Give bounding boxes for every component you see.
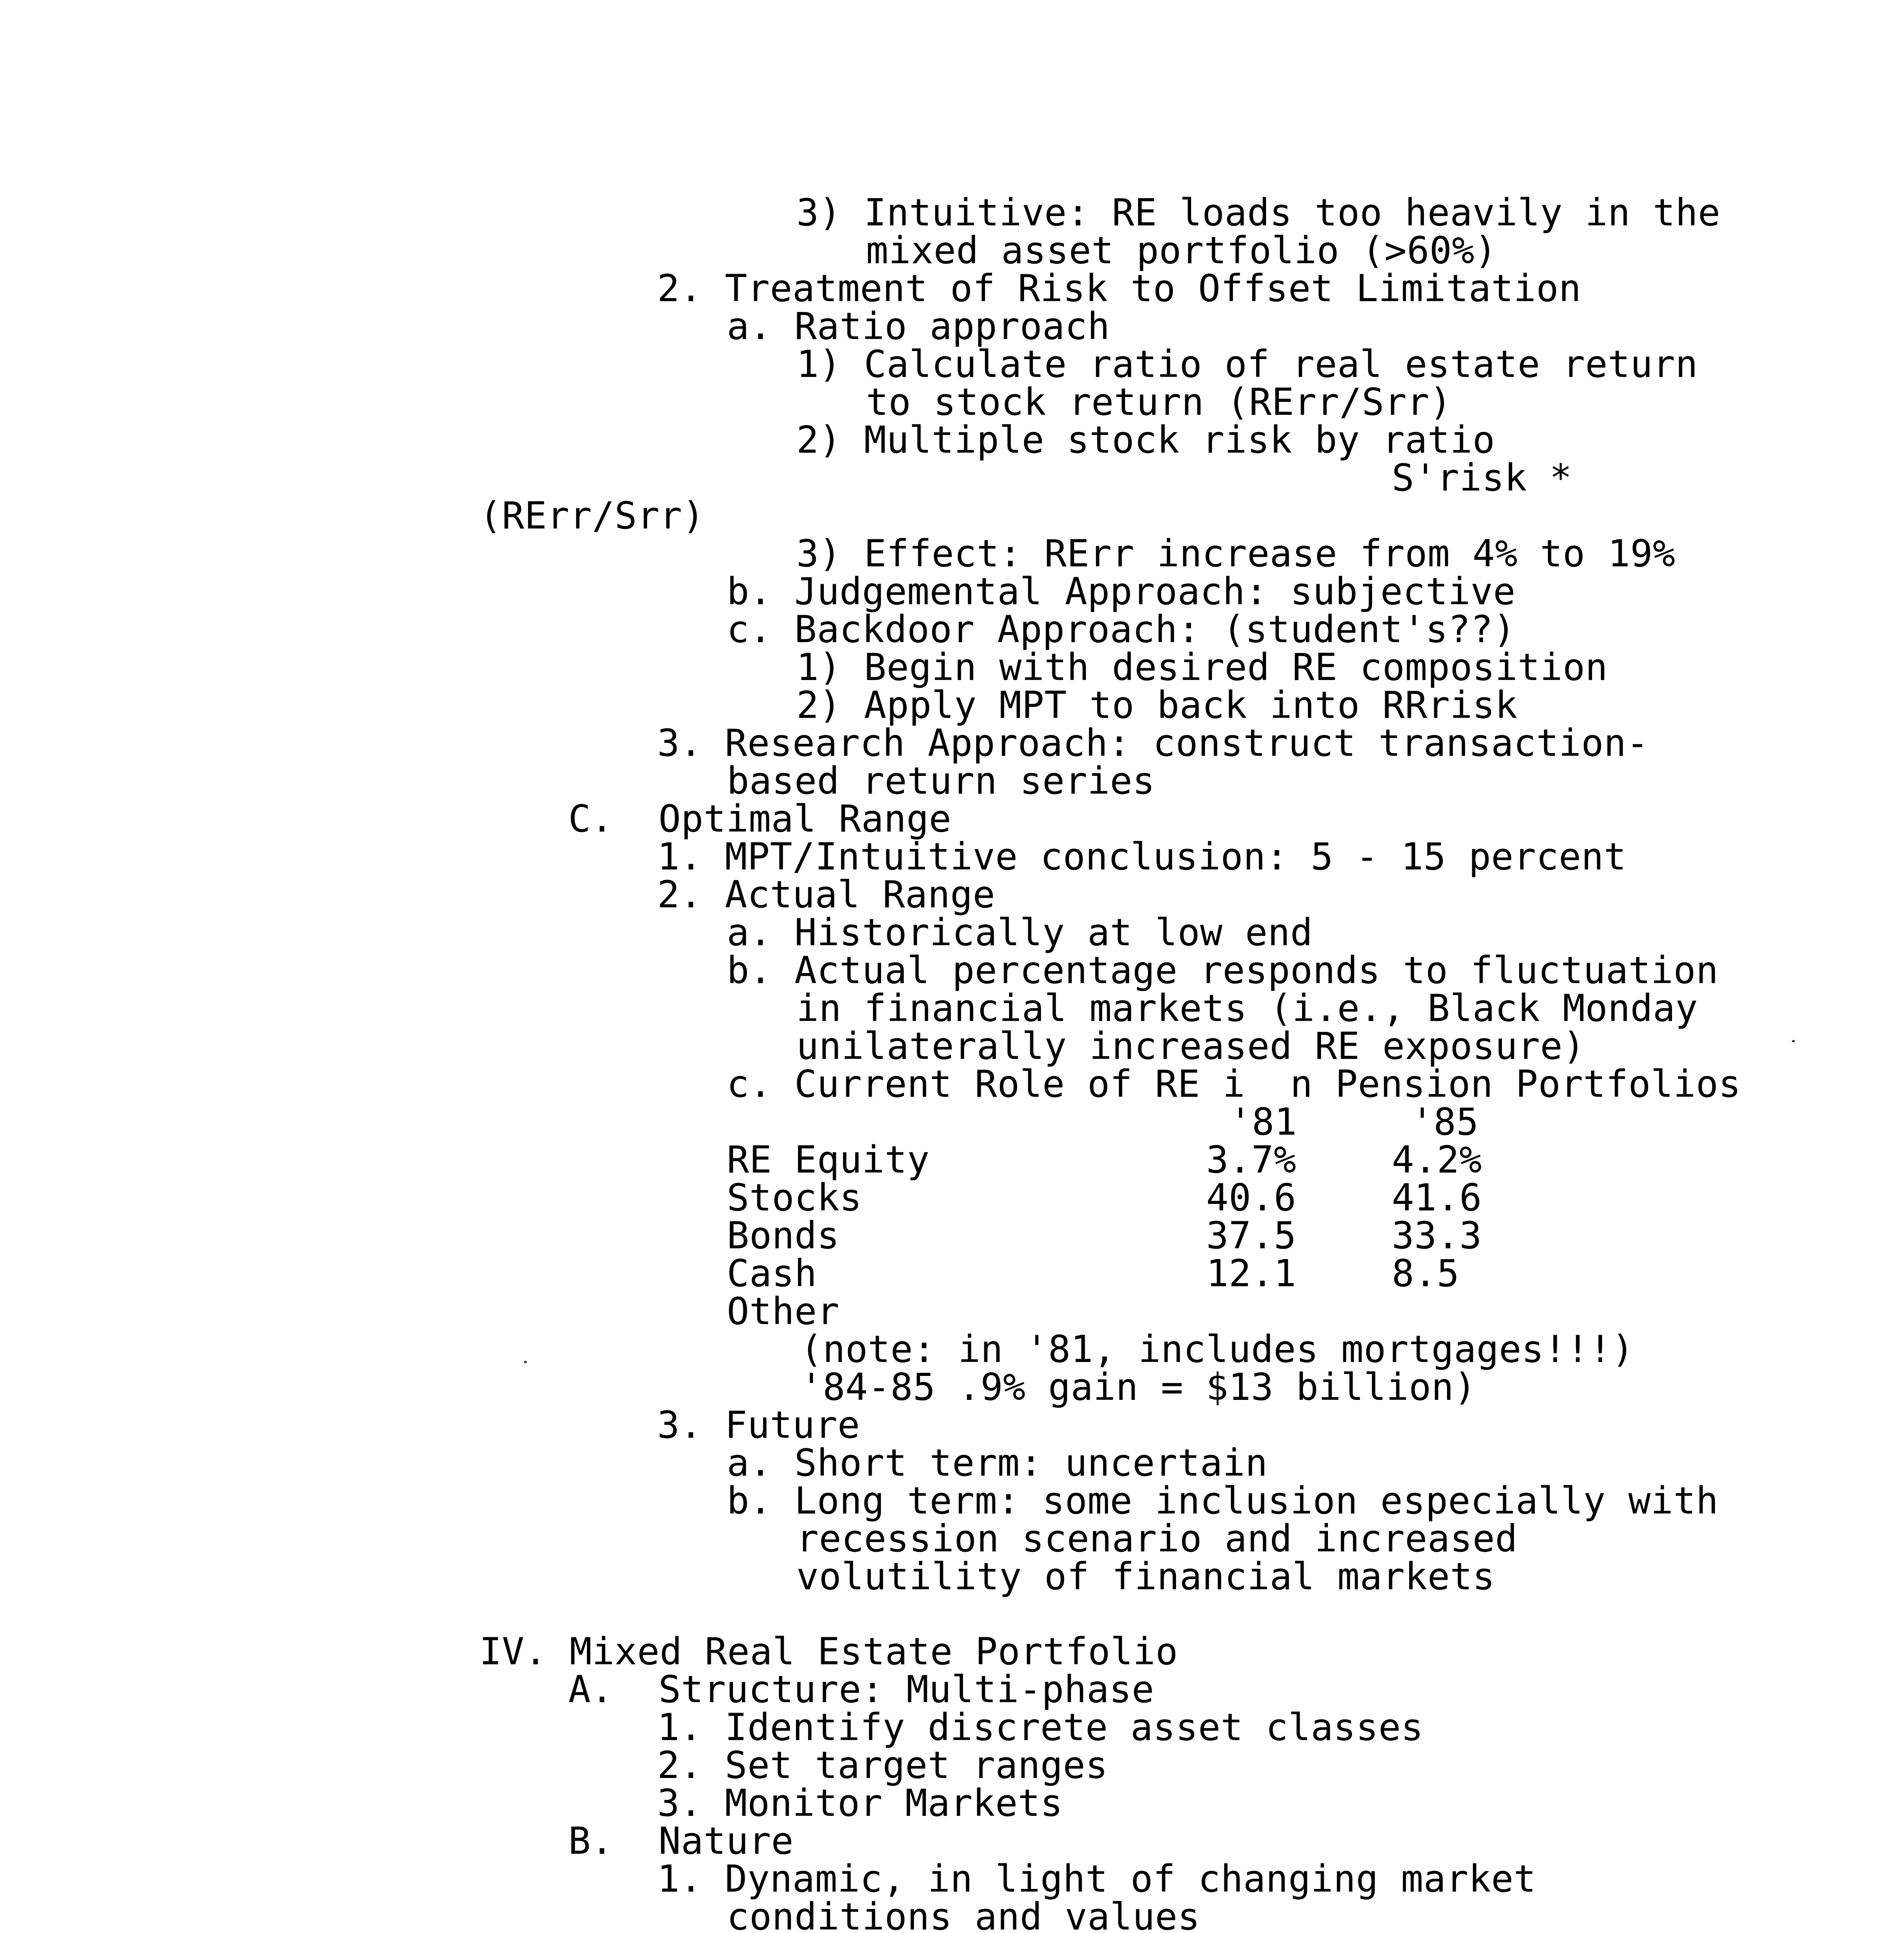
- outline-line: in financial markets (i.e., Black Monday: [796, 987, 1698, 1030]
- outline-line: 1) Calculate ratio of real estate return: [796, 343, 1698, 386]
- outline-heading: A. Structure: Multi-phase: [568, 1668, 1154, 1711]
- table-row-label: RE Equity: [727, 1138, 930, 1181]
- table-cell-81: 3.7%: [1206, 1138, 1297, 1181]
- outline-line: 1. Identify discrete asset classes: [657, 1706, 1424, 1749]
- outline-line: 3. Research Approach: construct transaction-: [657, 721, 1649, 765]
- outline-line: b. Judgemental Approach: subjective: [727, 570, 1516, 613]
- outline-line: S'risk *: [1392, 456, 1572, 499]
- table-row-label: Stocks: [727, 1176, 862, 1219]
- scan-speck: [524, 1361, 527, 1363]
- outline-line: conditions and values: [727, 1895, 1200, 1933]
- outline-line: a. Short term: uncertain: [727, 1441, 1268, 1485]
- outline-line: 1. Dynamic, in light of changing market: [657, 1857, 1536, 1901]
- outline-line: recession scenario and increased: [796, 1517, 1518, 1560]
- outline-line: 1. MPT/Intuitive conclusion: 5 - 15 percent: [657, 835, 1626, 878]
- outline-line: (RErr/Srr): [479, 494, 705, 537]
- table-cell-85: 33.3: [1392, 1214, 1482, 1257]
- outline-line: 2) Apply MPT to back into RRrisk: [796, 684, 1518, 727]
- table-note: (note: in '81, includes mortgages!!!): [800, 1328, 1634, 1371]
- table-cell-85: 8.5: [1392, 1252, 1459, 1295]
- outline-line: 3. Future: [657, 1403, 860, 1447]
- outline-line: b. Long term: some inclusion especially with: [727, 1479, 1719, 1522]
- table-cell-85: 41.6: [1392, 1176, 1482, 1219]
- outline-line: c. Current Role of RE i n Pension Portfolios: [727, 1062, 1741, 1106]
- table-cell-81: 12.1: [1206, 1252, 1297, 1295]
- outline-line: 3) Intuitive: RE loads too heavily in the: [796, 191, 1721, 234]
- outline-line: 3) Effect: RErr increase from 4% to 19%: [796, 532, 1676, 575]
- outline-line: a. Ratio approach: [727, 305, 1110, 348]
- outline-line: unilaterally increased RE exposure): [796, 1024, 1585, 1068]
- outline-line: 1) Begin with desired RE composition: [796, 646, 1608, 689]
- outline-line: 2. Set target ranges: [657, 1744, 1108, 1787]
- outline-line: to stock return (RErr/Srr): [866, 380, 1452, 424]
- outline-line: based return series: [727, 759, 1155, 803]
- table-row-label: Bonds: [727, 1214, 840, 1257]
- table-cell-81: 40.6: [1206, 1176, 1297, 1219]
- table-header-85: '85: [1411, 1100, 1479, 1144]
- outline-line: 2. Actual Range: [657, 873, 995, 916]
- table-note: '84-85 .9% gain = $13 billion): [800, 1365, 1476, 1409]
- outline-line: mixed asset portfolio (>60%): [866, 229, 1497, 272]
- outline-line: b. Actual percentage responds to fluctuation: [727, 949, 1719, 992]
- outline-line: 2) Multiple stock risk by ratio: [796, 418, 1495, 462]
- outline-line: volutility of financial markets: [796, 1555, 1495, 1598]
- table-cell-85: 4.2%: [1392, 1138, 1482, 1181]
- table-header-81: '81: [1229, 1100, 1297, 1144]
- section-heading: IV. Mixed Real Estate Portfolio: [479, 1630, 1178, 1673]
- table-row-label: Cash: [727, 1252, 817, 1295]
- table-row-label: Other: [727, 1290, 840, 1333]
- outline-line: 3. Monitor Markets: [657, 1781, 1063, 1825]
- scan-speck: [1792, 1040, 1795, 1042]
- outline-heading: C. Optimal Range: [568, 797, 952, 840]
- outline-heading: B. Nature: [568, 1819, 794, 1863]
- outline-line: 2. Treatment of Risk to Offset Limitation: [657, 267, 1582, 310]
- table-cell-81: 37.5: [1206, 1214, 1297, 1257]
- outline-line: a. Historically at low end: [727, 911, 1313, 954]
- outline-line: c. Backdoor Approach: (student's??): [727, 608, 1516, 651]
